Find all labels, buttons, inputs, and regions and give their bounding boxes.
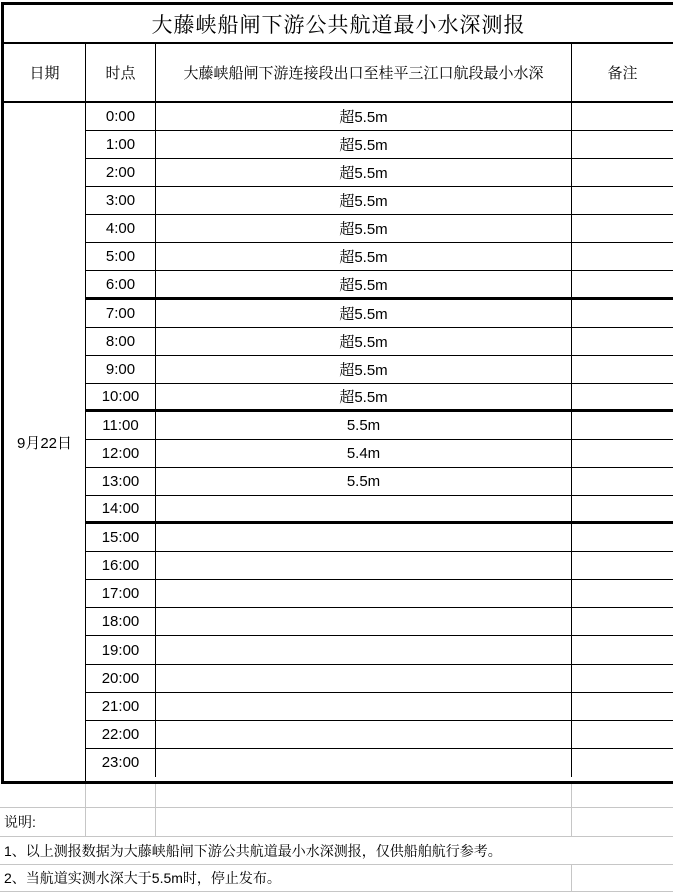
depth-cell (156, 665, 572, 692)
table-row (86, 496, 673, 524)
remark-cell (572, 468, 673, 495)
remark-cell (572, 356, 673, 383)
table-row (86, 271, 673, 299)
table-row (86, 721, 673, 749)
table-row (86, 131, 673, 159)
remark-cell (572, 608, 673, 635)
depth-cell (156, 749, 572, 777)
table-row (86, 665, 673, 693)
table-row (86, 412, 673, 440)
depth-cell: 超5.5m (156, 187, 572, 214)
depth-cell (156, 693, 572, 720)
depth-cell: 超5.5m (156, 300, 572, 327)
notes-label-row (0, 808, 673, 837)
remark-cell (572, 103, 673, 130)
table-row (86, 187, 673, 215)
time-cell: 6:00 (86, 271, 156, 296)
depth-cell: 超5.5m (156, 215, 572, 242)
depth-cell (156, 636, 572, 663)
remark-cell (572, 665, 673, 692)
time-cell: 8:00 (86, 328, 156, 355)
depth-cell: 5.5m (156, 412, 572, 439)
time-cell: 5:00 (86, 243, 156, 270)
depth-cell: 5.4m (156, 440, 572, 467)
time-cell: 2:00 (86, 159, 156, 186)
table-row (86, 749, 673, 777)
remark-cell (572, 496, 673, 521)
depth-cell: 超5.5m (156, 271, 572, 296)
time-cell: 4:00 (86, 215, 156, 242)
time-cell: 12:00 (86, 440, 156, 467)
report-title: 大藤峡船闸下游公共航道最小水深测报 (4, 5, 673, 44)
table-row (86, 693, 673, 721)
depth-cell (156, 552, 572, 579)
time-cell: 9:00 (86, 356, 156, 383)
column-header-date: 日期 (4, 44, 86, 101)
time-cell: 19:00 (86, 636, 156, 663)
depth-cell: 超5.5m (156, 328, 572, 355)
time-cell: 13:00 (86, 468, 156, 495)
table-row (86, 440, 673, 468)
table-header-row (4, 44, 673, 103)
remark-cell (572, 187, 673, 214)
table-row (86, 636, 673, 664)
spacer-row (0, 784, 673, 808)
time-cell: 22:00 (86, 721, 156, 748)
remark-cell (572, 271, 673, 296)
time-cell: 11:00 (86, 412, 156, 439)
notes-label: 说明: (0, 808, 86, 836)
time-cell: 7:00 (86, 300, 156, 327)
remark-cell (572, 636, 673, 663)
remark-cell (572, 440, 673, 467)
table-row (86, 328, 673, 356)
time-cell: 0:00 (86, 103, 156, 130)
remark-cell (572, 159, 673, 186)
table-row (86, 356, 673, 384)
table-row (86, 243, 673, 271)
depth-cell (156, 608, 572, 635)
remark-cell (572, 693, 673, 720)
date-cell: 9月22日 (4, 103, 86, 781)
depth-cell: 超5.5m (156, 131, 572, 158)
remark-cell (572, 749, 673, 777)
remark-cell (572, 524, 673, 551)
remark-cell (572, 300, 673, 327)
depth-cell: 超5.5m (156, 159, 572, 186)
table-body (4, 103, 673, 781)
time-cell: 3:00 (86, 187, 156, 214)
table-row (86, 103, 673, 131)
depth-cell: 超5.5m (156, 384, 572, 409)
depth-cell (156, 580, 572, 607)
time-cell: 10:00 (86, 384, 156, 409)
table-row (86, 384, 673, 412)
remark-cell (572, 412, 673, 439)
note-row-2 (0, 865, 673, 892)
remark-cell (572, 384, 673, 409)
remark-cell (572, 243, 673, 270)
water-depth-report-table (1, 2, 673, 784)
time-cell: 20:00 (86, 665, 156, 692)
depth-cell: 5.5m (156, 468, 572, 495)
table-row (86, 300, 673, 328)
remark-cell (572, 328, 673, 355)
depth-cell: 超5.5m (156, 243, 572, 270)
table-row (86, 552, 673, 580)
time-cell: 15:00 (86, 524, 156, 551)
column-header-time: 时点 (86, 44, 156, 101)
depth-cell: 超5.5m (156, 356, 572, 383)
column-header-depth: 大藤峡船闸下游连接段出口至桂平三江口航段最小水深 (156, 44, 572, 101)
table-row (86, 580, 673, 608)
note-1-text: 1、以上测报数据为大藤峡船闸下游公共航道最小水深测报，仅供船舶航行参考。 (4, 842, 502, 859)
time-cell: 1:00 (86, 131, 156, 158)
remark-cell (572, 721, 673, 748)
time-cell: 18:00 (86, 608, 156, 635)
time-cell: 17:00 (86, 580, 156, 607)
depth-cell (156, 524, 572, 551)
hourly-rows (86, 103, 673, 781)
table-row (86, 215, 673, 243)
remark-cell (572, 552, 673, 579)
table-row (86, 159, 673, 187)
note-2-text: 2、当航道实测水深大于5.5m时，停止发布。 (4, 870, 281, 886)
note-row-1 (0, 837, 673, 865)
table-row (86, 524, 673, 552)
footer-notes-area (0, 784, 673, 892)
table-row (86, 608, 673, 636)
time-cell: 16:00 (86, 552, 156, 579)
depth-cell: 超5.5m (156, 103, 572, 130)
table-row (86, 468, 673, 496)
depth-cell (156, 721, 572, 748)
depth-cell (156, 496, 572, 521)
column-header-remark: 备注 (607, 65, 638, 82)
remark-cell (572, 580, 673, 607)
time-cell: 21:00 (86, 693, 156, 720)
remark-cell (572, 215, 673, 242)
remark-cell (572, 131, 673, 158)
time-cell: 23:00 (86, 749, 156, 777)
time-cell: 14:00 (86, 496, 156, 521)
